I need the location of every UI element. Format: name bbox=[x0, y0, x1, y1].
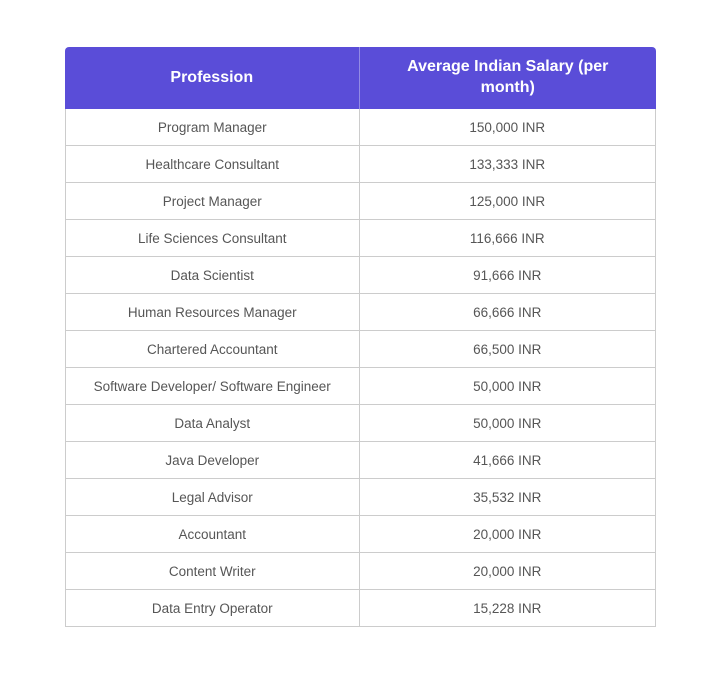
cell-profession: Content Writer bbox=[65, 553, 361, 590]
cell-profession: Data Analyst bbox=[65, 405, 361, 442]
table-row bbox=[65, 257, 656, 294]
cell-salary: 125,000 INR bbox=[360, 183, 656, 220]
cell-profession: Project Manager bbox=[65, 183, 361, 220]
cell-profession: Legal Advisor bbox=[65, 479, 361, 516]
table-row bbox=[65, 109, 656, 146]
cell-profession: Java Developer bbox=[65, 442, 361, 479]
header-row bbox=[65, 47, 656, 109]
cell-profession: Program Manager bbox=[65, 109, 361, 146]
cell-salary: 116,666 INR bbox=[360, 220, 656, 257]
cell-salary: 41,666 INR bbox=[360, 442, 656, 479]
cell-profession: Data Scientist bbox=[65, 257, 361, 294]
cell-profession: Human Resources Manager bbox=[65, 294, 361, 331]
table-row bbox=[65, 553, 656, 590]
table-row bbox=[65, 479, 656, 516]
cell-profession: Accountant bbox=[65, 516, 361, 553]
cell-salary: 91,666 INR bbox=[360, 257, 656, 294]
column-header-salary: Average Indian Salary (per month) bbox=[360, 47, 656, 109]
column-header-profession: Profession bbox=[65, 47, 361, 109]
table-row bbox=[65, 220, 656, 257]
table-row bbox=[65, 368, 656, 405]
cell-salary: 66,500 INR bbox=[360, 331, 656, 368]
salary-table bbox=[65, 47, 656, 627]
salary-table-header bbox=[65, 47, 656, 109]
table-row bbox=[65, 146, 656, 183]
cell-profession: Software Developer/ Software Engineer bbox=[65, 368, 361, 405]
cell-salary: 150,000 INR bbox=[360, 109, 656, 146]
table-row bbox=[65, 294, 656, 331]
cell-salary: 50,000 INR bbox=[360, 368, 656, 405]
cell-salary: 133,333 INR bbox=[360, 146, 656, 183]
table-row bbox=[65, 331, 656, 368]
table-row bbox=[65, 183, 656, 220]
cell-profession: Data Entry Operator bbox=[65, 590, 361, 627]
salary-table-body bbox=[65, 109, 656, 627]
table-row bbox=[65, 516, 656, 553]
cell-salary: 15,228 INR bbox=[360, 590, 656, 627]
cell-salary: 50,000 INR bbox=[360, 405, 656, 442]
cell-salary: 20,000 INR bbox=[360, 516, 656, 553]
cell-salary: 35,532 INR bbox=[360, 479, 656, 516]
table-row bbox=[65, 442, 656, 479]
cell-salary: 66,666 INR bbox=[360, 294, 656, 331]
table-row bbox=[65, 405, 656, 442]
cell-profession: Life Sciences Consultant bbox=[65, 220, 361, 257]
cell-salary: 20,000 INR bbox=[360, 553, 656, 590]
table-row bbox=[65, 590, 656, 627]
cell-profession: Healthcare Consultant bbox=[65, 146, 361, 183]
cell-profession: Chartered Accountant bbox=[65, 331, 361, 368]
